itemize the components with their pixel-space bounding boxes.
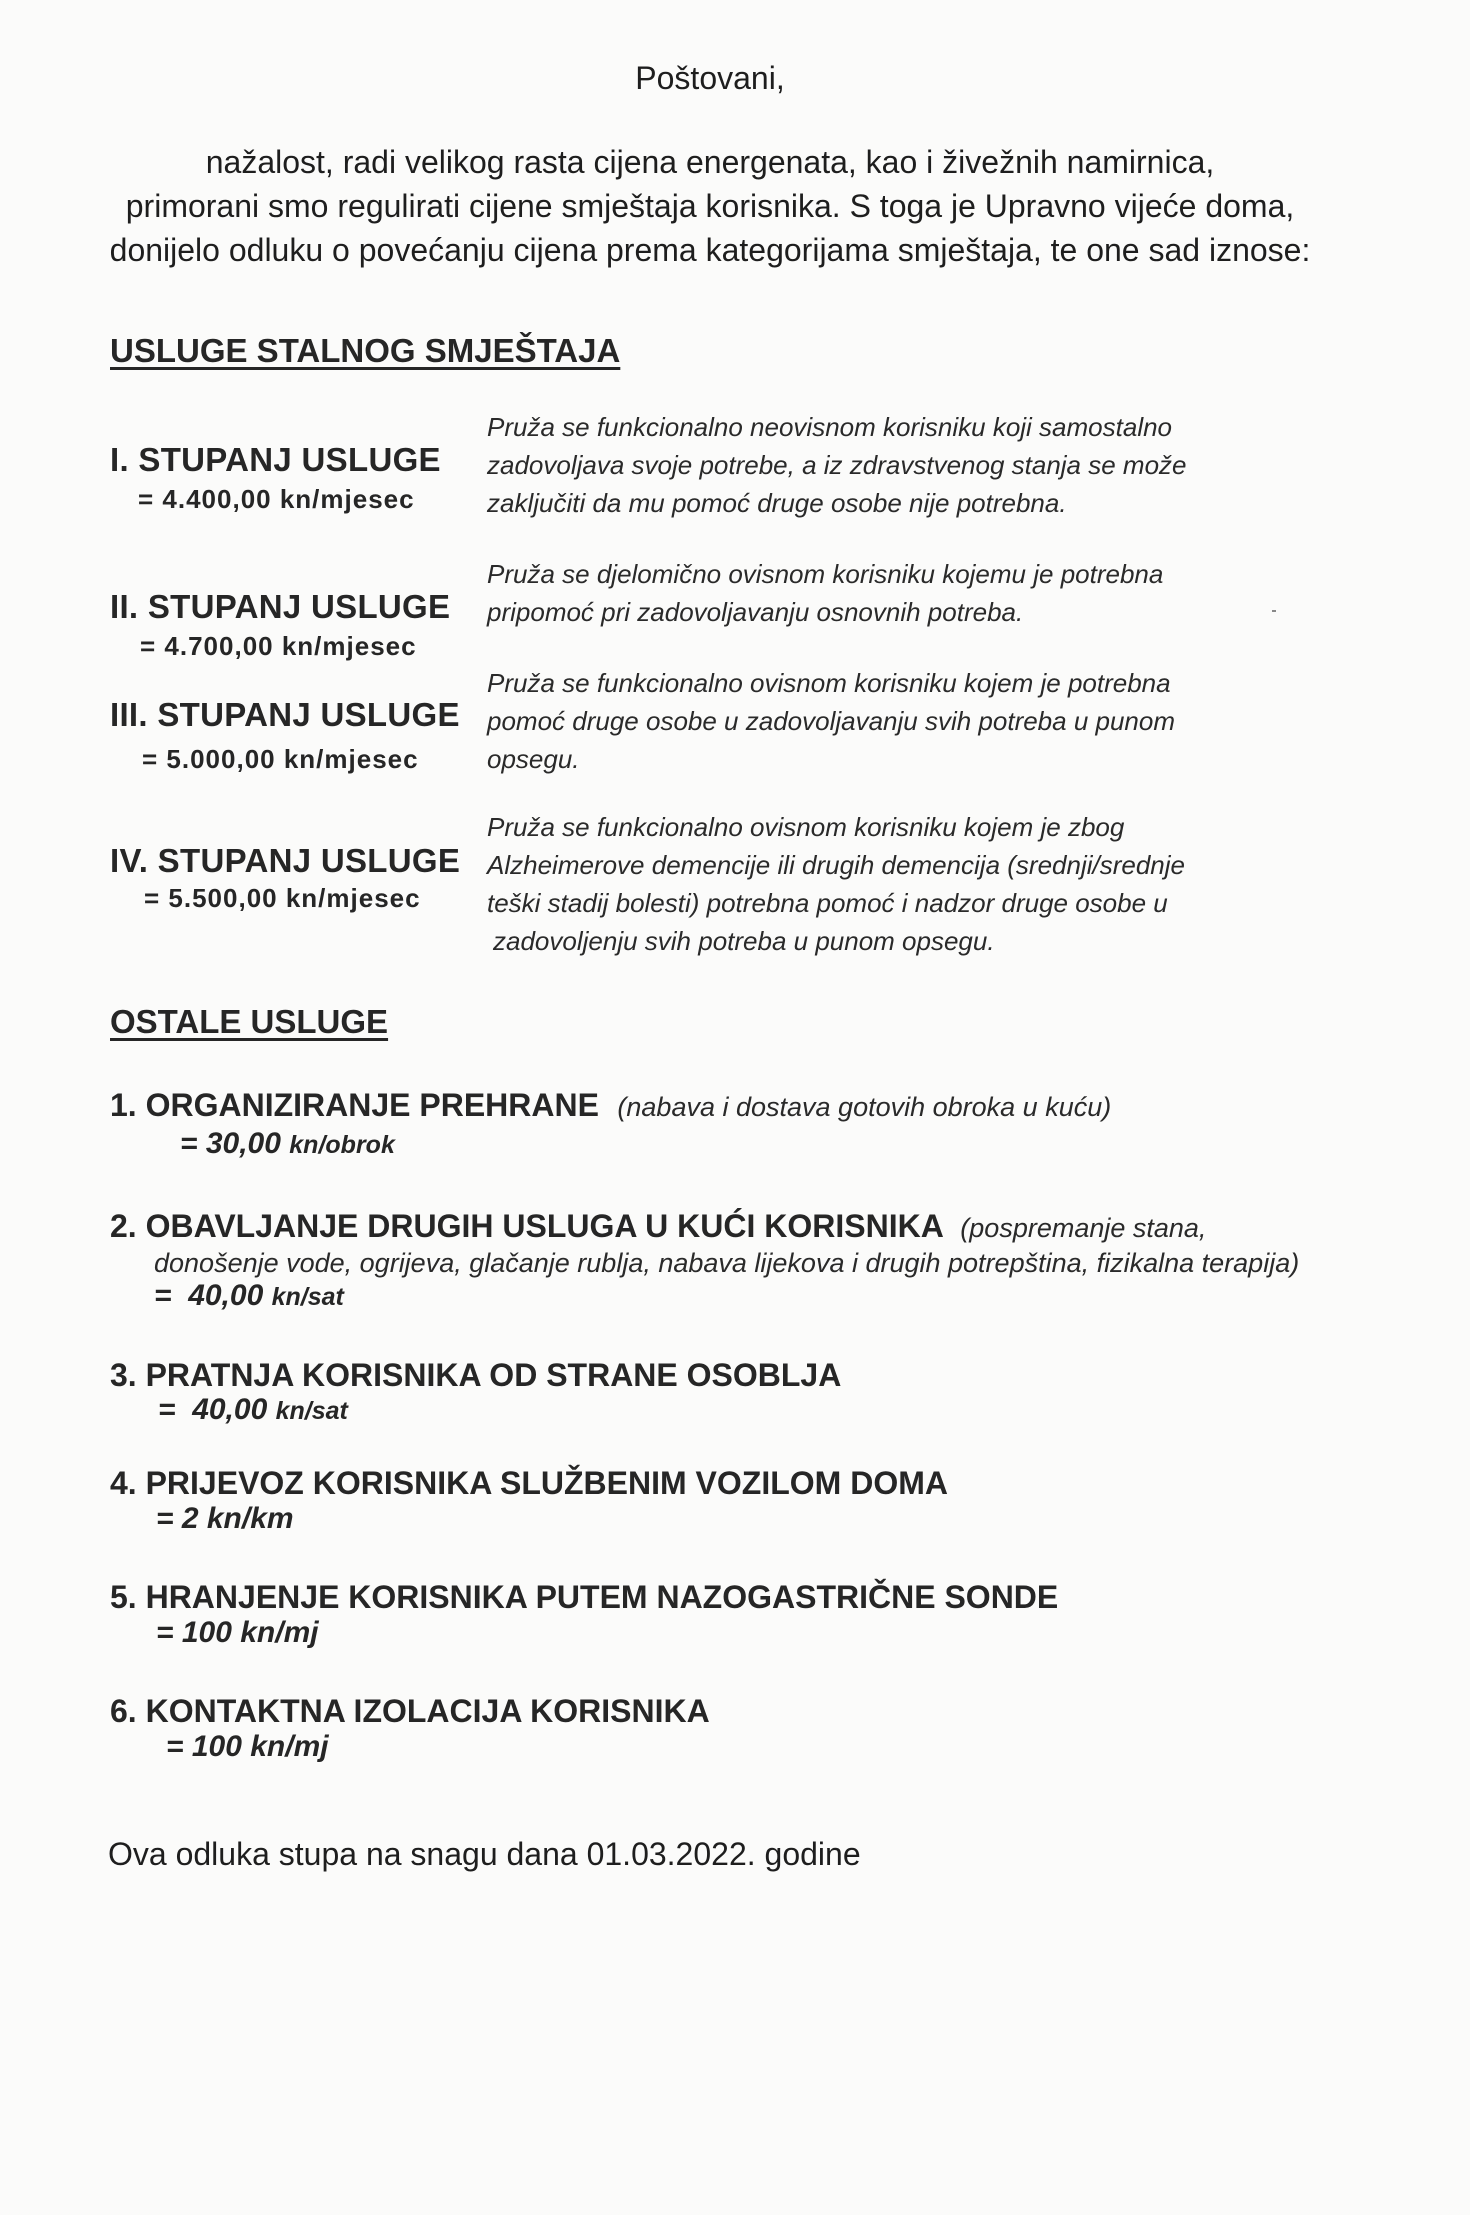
service-4-price: = 2 kn/km bbox=[156, 1502, 294, 1535]
tier-3-title: III. STUPANJ USLUGE bbox=[110, 696, 460, 733]
price-value: = 40,00 bbox=[158, 1393, 268, 1426]
service-2-note: (pospremanje stana, bbox=[960, 1213, 1207, 1243]
intro-paragraph bbox=[0, 140, 1420, 272]
service-5-title: 5. HRANJENJE KORISNIKA PUTEM NAZOGASTRIČNE SONDE bbox=[110, 1579, 1059, 1615]
desc-line: Pruža se funkcionalno ovisnom korisniku kojem je zbog bbox=[487, 812, 1125, 842]
closing-statement: Ova odluka stupa na snagu dana 01.03.2022. godine bbox=[108, 1836, 861, 1872]
service-1-price bbox=[180, 1127, 395, 1161]
desc-line: teški stadij bolesti) potrebna pomoć i nadzor druge osobe u bbox=[487, 888, 1168, 918]
tier-1-title: I. STUPANJ USLUGE bbox=[110, 441, 441, 478]
tier-3-price: = 5.000,00 kn/mjesec bbox=[142, 744, 419, 774]
intro-line: primorani smo regulirati cijene smještaja korisnika. S toga je Upravno vijeće doma, bbox=[125, 188, 1295, 224]
service-4-title: 4. PRIJEVOZ KORISNIKA SLUŽBENIM VOZILOM DOMA bbox=[110, 1465, 948, 1501]
desc-line: Pruža se funkcionalno neovisnom korisniku koji samostalno bbox=[487, 412, 1173, 442]
tier-3-description bbox=[487, 664, 1175, 778]
tier-2-title: II. STUPANJ USLUGE bbox=[110, 588, 451, 625]
desc-line: Pruža se djelomično ovisnom korisniku kojemu je potrebna bbox=[487, 559, 1164, 589]
service-3-title: 3. PRATNJA KORISNIKA OD STRANE OSOBLJA bbox=[110, 1357, 842, 1393]
service-2 bbox=[110, 1208, 1206, 1245]
salutation: Poštovani, bbox=[635, 60, 785, 96]
service-6-price: = 100 kn/mj bbox=[166, 1730, 329, 1763]
tier-2-price: = 4.700,00 kn/mjesec bbox=[140, 631, 417, 661]
service-1-title: 1. ORGANIZIRANJE PREHRANE bbox=[110, 1087, 599, 1123]
price-unit: kn/obrok bbox=[289, 1131, 395, 1159]
tier-1-price: = 4.400,00 kn/mjesec bbox=[138, 484, 415, 514]
desc-line: pripomoć pri zadovoljavanju osnovnih potreba. bbox=[487, 597, 1024, 627]
service-2-note-continued: donošenje vode, ogrijeva, glačanje rublja, nabava lijekova i drugih potrepština, fizikalna terapija) bbox=[154, 1248, 1300, 1278]
price-value: = 40,00 bbox=[154, 1279, 264, 1312]
desc-line: zadovoljava svoje potrebe, a iz zdravstvenog stanja se može bbox=[487, 450, 1187, 480]
service-3-price bbox=[158, 1393, 348, 1427]
tier-4-price: = 5.500,00 kn/mjesec bbox=[144, 883, 421, 913]
tier-2-description bbox=[487, 555, 1163, 631]
tier-1-description bbox=[487, 408, 1187, 522]
intro-line: donijelo odluku o povećanju cijena prema kategorijama smještaja, te one sad iznose: bbox=[109, 232, 1311, 268]
tier-4-title: IV. STUPANJ USLUGE bbox=[110, 842, 461, 879]
desc-line: opsegu. bbox=[487, 744, 580, 774]
other-services-heading: OSTALE USLUGE bbox=[110, 1003, 389, 1040]
price-unit: kn/sat bbox=[275, 1397, 348, 1425]
tier-4-description bbox=[487, 808, 1185, 960]
service-6-title: 6. KONTAKTNA IZOLACIJA KORISNIKA bbox=[110, 1693, 710, 1729]
service-2-price bbox=[154, 1279, 344, 1313]
service-2-title: 2. OBAVLJANJE DRUGIH USLUGA U KUĆI KORISNIKA bbox=[110, 1208, 944, 1244]
desc-line: zaključiti da mu pomoć druge osobe nije potrebna. bbox=[487, 488, 1067, 518]
desc-line: pomoć druge osobe u zadovoljavanju svih potreba u punom bbox=[487, 706, 1176, 736]
desc-line: zadovoljenju svih potreba u punom opsegu. bbox=[493, 926, 995, 956]
service-1-note: (nabava i dostava gotovih obroka u kuću) bbox=[617, 1092, 1112, 1122]
price-value: = 30,00 bbox=[180, 1127, 281, 1160]
desc-line: Alzheimerove demencije ili drugih demencija (srednji/srednje bbox=[487, 850, 1186, 880]
price-unit: kn/sat bbox=[271, 1283, 344, 1311]
permanent-services-heading: USLUGE STALNOG SMJEŠTAJA bbox=[110, 332, 621, 369]
intro-line: nažalost, radi velikog rasta cijena energenata, kao i živežnih namirnica, bbox=[205, 144, 1215, 180]
service-1 bbox=[110, 1087, 1111, 1124]
service-5-price: = 100 kn/mj bbox=[156, 1616, 319, 1649]
desc-line: Pruža se funkcionalno ovisnom korisniku kojem je potrebna bbox=[487, 668, 1171, 698]
scan-speck bbox=[1272, 610, 1276, 612]
